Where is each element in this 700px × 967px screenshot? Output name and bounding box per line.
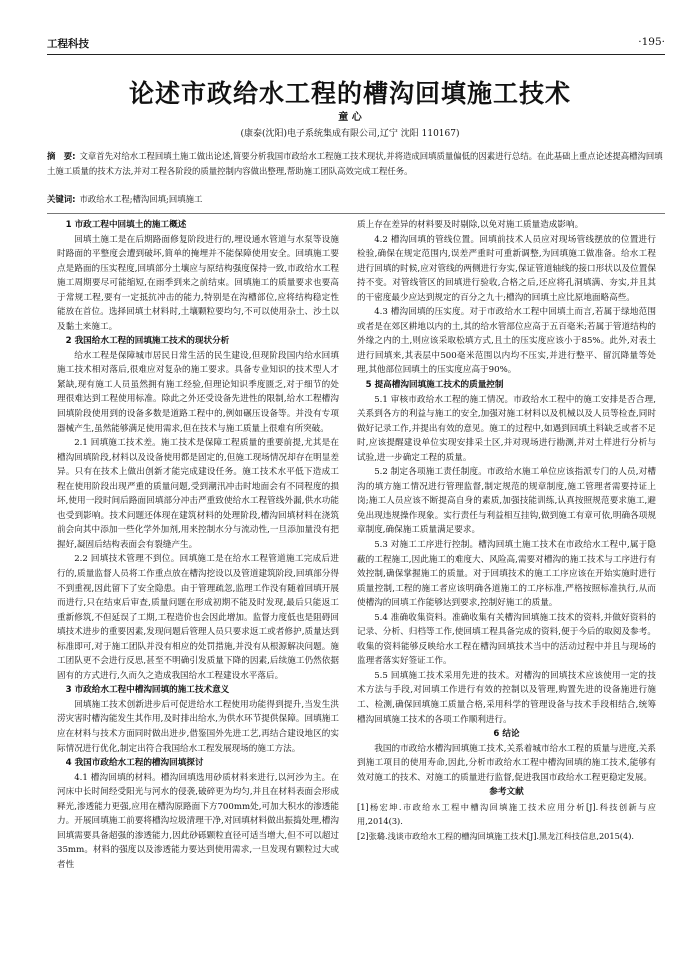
- header-rule: [47, 54, 665, 55]
- section-heading: 5 提高槽沟回填施工技术的质量控制: [365, 380, 504, 391]
- abstract-label: 摘 要:: [47, 151, 76, 161]
- author: 童 心: [338, 112, 362, 123]
- paragraph: 5.1 审核市政给水工程的施工情况。市政给水工程中的施工安排是否合理,关系到各方的利益与施工的安全,加强对施工材料以及机械以及人员等检查,同时做好记录工作,并提出有效的意见。施工的过程中,如遇到回填土料缺乏或者不足时,应该提醒建设单位实现安排采土区,并对现场进行勘测,并对土样进行分析与试验,进一步确定工程的质量。: [357, 394, 656, 463]
- paragraph: 2.1 回填施工技术差。施工技术是保障工程质量的重要前提,尤其是在槽沟回填阶段,材料以及设备使用都是固定的,但施工现场情况却存在明显差异。只有在技术上做出创新才能完成建设任务。施工技术水平低下造成工程在使用阶段出现严重的质量问题,受到潮汛冲击时地面会有不同程度的损坏,使用一段时间后路面回填部分冲击严重致使给水工程管线外漏,供水功能也受到影响。技术问题还体现在建筑材料的处理阶段,槽沟回填材料在浇筑前会向其中添加一些化学外加剂,用来控制水分与流动性,一旦添加量没有把握好,凝固后结构表面会有裂缝产生。: [57, 438, 339, 550]
- abstract-rule: [47, 213, 665, 214]
- section-heading: 3 市政给水工程中槽沟回填的施工技术意义: [65, 685, 230, 696]
- left-column: [57, 218, 339, 872]
- paragraph: 2.2 回填技术管理不到位。回填施工是在给水工程管道施工完成后进行的,质量监督人员将工作重点放在槽沟挖设以及管道建筑阶段,回填部分得不到重视,因此留下了安全隐患。由于管理疏忽,监理工作没有随着回填开展而进行,只在结束后审查,质量问题在形成初期不能及时发现,最后只能返工重新修筑,不但延误了工期,工程造价也会因此增加。监督力度低也是阻碍回填技术进步的重要因素,发现问题后管理人员只要求返工或者修护,质量达到标准即可,对于施工团队并没有相应的处罚措施,并没有从根源解决问题。施工团队更不会进行反思,甚至不明确引发质量下降的因素,后续施工仍然依据固有的方式进行,久而久之造成我国给水工程建设水平落后。: [57, 554, 339, 681]
- keywords-text: 市政给水工程;槽沟回填;回填施工: [79, 194, 203, 204]
- paragraph: 5.5 回填施工技术采用先进的技术。对槽沟的回填技术应该使用一定的技术方法与手段,对回填工作进行有效的控制以及管理,购置先进的设备施进行施工、检测,确保回填施工质量合格,采用科学的管理设备与技术手段相结合,统筹槽沟回填施工技术的各项工作顺利进行。: [357, 670, 656, 725]
- centered-heading: 6 结论: [493, 729, 520, 740]
- paragraph: 回填土施工是在后期路面修复阶段进行的,埋设通水管道与水泵等设施时路面的平整度会遭到破坏,简单的掩埋并不能保障使用安全。回填施工要点是路面的压实程度,回填部分土壤应与原结构强度保持一致,市政给水工程施工周期要尽可能缩短,在雨季到来之前结束。回填施工的质量要求也要高于常规工程,要有一定抵抗冲击的能力,特别是在沟槽部位,应将结构稳定性能放在首位。选择回填土材料时,土壤颗粒要均匀,不可以使用杂土、沙土以及黏土来施工。: [57, 234, 339, 332]
- paragraph: 4.1 槽沟回填的材料。槽沟回填选用砂质材料来进行,以河沙为主。在河床中长时间经受阳光与河水的侵袭,破碎更为均匀,并且在材料表面会形成释光,渗透能力更强,应用在槽沟原路面下方700mm处,可加大积水的渗透能力。开展回填施工前要将槽沟垃圾清理干净,对回填材料做出振捣处理,槽沟回填需要具备超强的渗透能力,因此砂砾颗粒直径可适当增大,但不可以超过35mm。材料的强度以及渗透能力要达到使用需求,一旦发现有颗粒过大或者性: [57, 772, 339, 870]
- reference-item: [2]张璐.浅谈市政给水工程的槽沟回填施工技术[J].黑龙江科技信息,2015(4).: [357, 830, 634, 841]
- right-column: [357, 218, 656, 843]
- keywords-label: 关键词:: [47, 194, 76, 204]
- section-heading: 1 市政工程中回填土的施工概述: [65, 220, 187, 230]
- paragraph: 回填施工技术创新进步后可促进给水工程使用功能得到提升,当发生洪涝灾害时槽沟能发生其作用,及时排出给水,为供水环节提供保障。回填施工应在材料与技术方面同时做出进步,借鉴国外先进工艺,再结合建设地区的实际情况进行优化,制定出符合我国给水工程发展现场的施工方法。: [57, 699, 339, 754]
- paragraph: 5.2 制定各项施工责任制度。市政给水施工单位应该指派专门的人员,对槽沟的填方施工情况进行管理监督,制定规范的规章制度,施工管理者需要持证上岗;施工人员应该不断提高自身的素质,加强技能训练,认真按照规范要求施工,避免出现违规操作现象。实行责任与利益相互挂钩,做到施工有章可依,明确各项规章制度,确保施工质量满足要求。: [357, 467, 656, 536]
- paragraph: 给水工程是保障城市居民日常生活的民生建设,但现阶段国内给水回填施工技术相对落后,很难应对复杂的施工要求。具备专业知识的技术型人才紧缺,现有施工人员虽然拥有施工经验,但理论知识季度匮乏,对于细节的处理很难达到工程使用标准。除此之外还受设备先进性的限制,给水工程槽沟回填阶段使用到的设备多数是道路工程中的,例如碾压设备等。并没有专项器械产生,虽然能够满足使用需求,但在技术与施工质量上很难有所突破。: [57, 350, 339, 434]
- abstract-text: 文章首先对给水工程回填土施工做出论述,简要分析我国市政给水工程施工技术现状,并将造成回填质量偏低的因素进行总结。在此基础上重点论述提高槽沟回填土施工质量的技术方法,并对工程各阶段的质量控制内容做出整理,帮助施工团队高效完成工程任务。: [47, 151, 663, 176]
- paragraph: 4.2 槽沟回填的管线位置。回填前技术人员应对现场管线摆放的位置进行检验,确保在规定范围内,误差严重时可重新调整,为回填施工做准备。给水工程进行回填的时候,应对管线的两侧进行夯实,保证管道轴线的接口形状以及位置保持不变。对管线管区的回填进行验收,合格之后,还应将孔洞填满、夯实,并且其的干密度最少应达到规定的百分之九十;槽沟的回填土应比原地面略高些。: [357, 234, 656, 303]
- paragraph: 质上存在差异的材料要及时剔除,以免对施工质量造成影响。: [357, 220, 584, 230]
- paragraph: 我国的市政给水槽沟回填施工技术,关系着城市给水工程的质量与进度,关系到施工项目的使用寿命,因此,分析市政给水工程中槽沟回填的施工技术,能够有效对施工的技术、对施工的质量进行监督,促进我国市政给水工程更稳定发展。: [357, 743, 656, 783]
- abstract: [47, 149, 665, 178]
- section-heading: 2 我国给水工程的回填施工技术的现状分析: [65, 336, 230, 347]
- journal-section: 工程科技: [47, 38, 89, 50]
- affiliation: (康泰(沈阳)电子系统集成有限公司,辽宁 沈阳 110167): [240, 129, 460, 139]
- reference-item: [1]杨宏坤.市政给水工程中槽沟回填施工技术应用分析[J].科技创新与应用,2014(3).: [357, 801, 656, 827]
- centered-heading: 参考文献: [489, 787, 524, 798]
- article-title: 论述市政给水工程的槽沟回填施工技术: [128, 79, 571, 108]
- page-number: ·195·: [638, 36, 665, 48]
- section-heading: 4 我国市政给水工程的槽沟回填探讨: [65, 758, 204, 769]
- paragraph: 4.3 槽沟回填的压实度。对于市政给水工程中回填土而言,若属于绿地范围或者是在郊区耕地以内的土,其的给水管部位应高于五百毫米;若属于管道结构的外缘之内的土,则应该采取松填方式,且土的压实度应该小于85%。此外,对表土进行回填来,其表层中500毫米范围以内均不压实,并进行整平、留沉降量等处理,其他部位回填土的压实度应高于90%。: [357, 307, 656, 376]
- paragraph: 5.3 对施工工序进行控制。槽沟回填土施工技术在市政给水工程中,属于隐蔽的工程施工,因此施工的难度大、风险高,需要对槽沟的施工技术与工序进行有效控制,确保掌握施工的质量。对于回填技术的施工工序应该在开始实施时进行质量控制,工程的施工者应该明确各道施工的工序标准,严格按照标准执行,从而使槽沟的回填工作能够达到要求,控制好施工的质量。: [357, 539, 656, 609]
- running-header: [47, 36, 665, 54]
- paragraph: 5.4 准确收集资料。准确收集有关槽沟回填施工技术的资料,并做好资料的记录、分析、归档等工作,使回填工程具备完成的资料,便于今后的取阅及参考。收集的资料能够反映给水工程在槽沟回填技术当中的活动过程中并且与现场的监理者落实好签证工作。: [357, 612, 656, 667]
- keywords: [47, 192, 665, 207]
